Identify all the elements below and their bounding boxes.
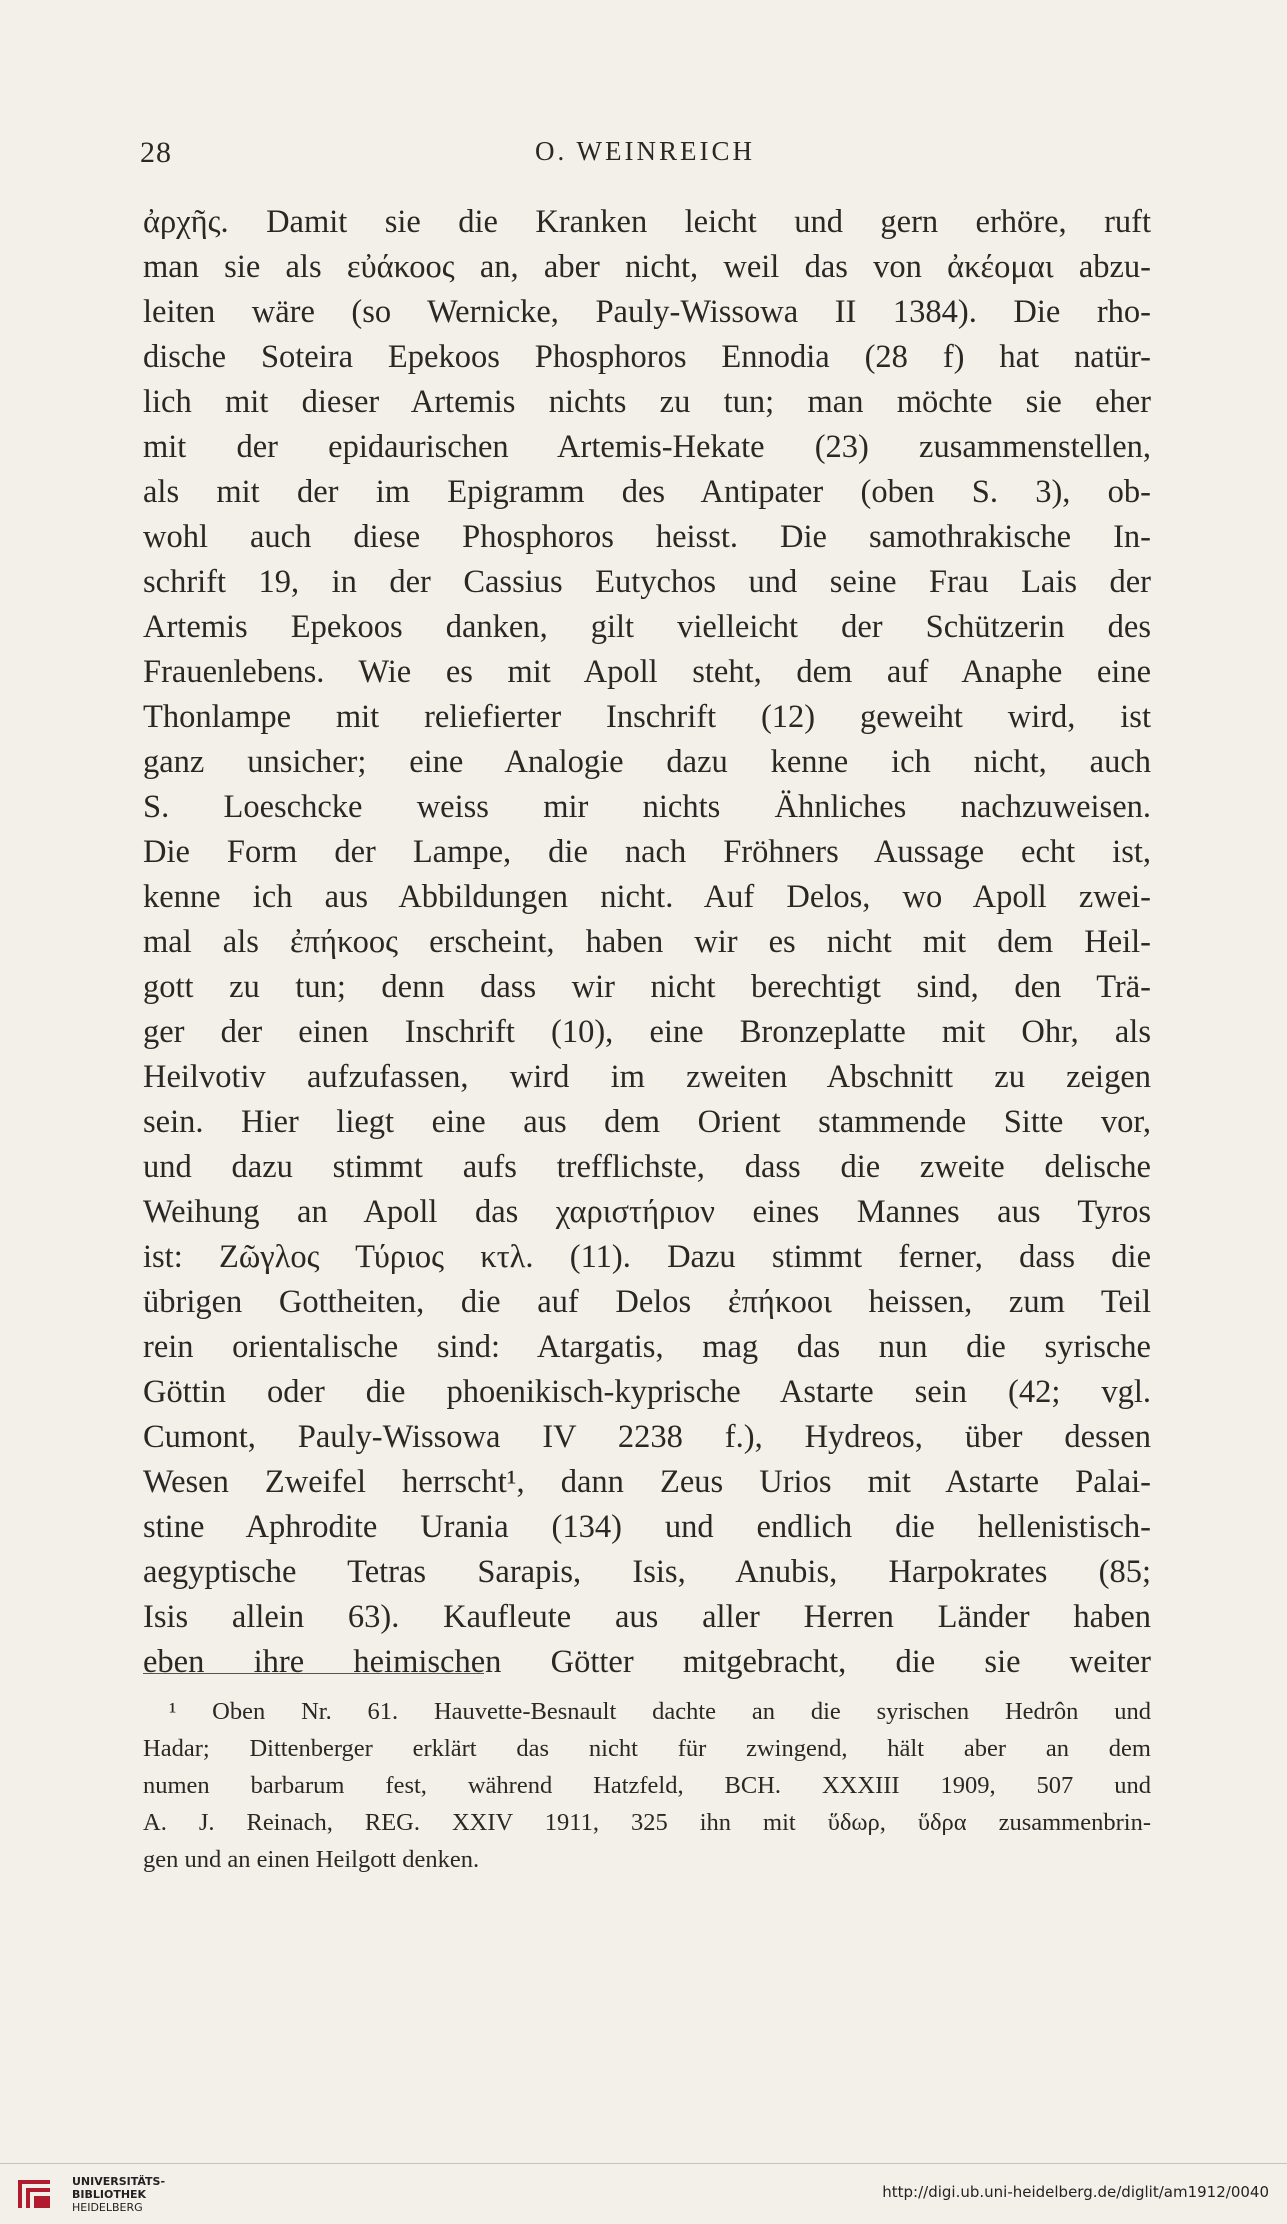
body-line: gott zu tun; denn dass wir nicht berechtigt sind, den Trä-: [143, 969, 1151, 1005]
body-line: Cumont, Pauly-Wissowa IV 2238 f.), Hydreos, über dessen: [143, 1419, 1151, 1455]
body-line: Frauenlebens. Wie es mit Apoll steht, dem auf Anaphe eine: [143, 654, 1151, 690]
footnote-line: gen und an einen Heilgott denken.: [143, 1846, 480, 1873]
body-line: ganz unsicher; eine Analogie dazu kenne ich nicht, auch: [143, 744, 1151, 780]
footnote-divider: [143, 1673, 484, 1674]
body-line: Wesen Zweifel herrscht¹, dann Zeus Urios mit Astarte Palai-: [143, 1464, 1151, 1500]
body-line: Isis allein 63). Kaufleute aus aller Herren Länder haben: [143, 1599, 1151, 1635]
body-line: wohl auch diese Phosphoros heisst. Die samothrakische In-: [143, 519, 1151, 555]
body-line: übrigen Gottheiten, die auf Delos ἐπήκοοι heissen, zum Teil: [143, 1284, 1151, 1320]
body-text: [143, 200, 1151, 1685]
running-head: O. WEINREICH: [535, 136, 755, 166]
library-logo[interactable]: [14, 2170, 174, 2218]
body-line: als mit der im Epigramm des Antipater (oben S. 3), ob-: [143, 474, 1151, 510]
page-header: [140, 136, 1150, 176]
body-line: ist: Ζῶγλος Τύριος κτλ. (11). Dazu stimmt ferner, dass die: [143, 1239, 1151, 1275]
body-line: ger der einen Inschrift (10), eine Bronzeplatte mit Ohr, als: [143, 1014, 1151, 1050]
body-line: und dazu stimmt aufs trefflichste, dass die zweite delische: [143, 1149, 1151, 1185]
body-line: sein. Hier liegt eine aus dem Orient stammende Sitte vor,: [143, 1104, 1151, 1140]
footer-divider: [0, 2163, 1287, 2164]
body-line: Artemis Epekoos danken, gilt vielleicht der Schützerin des: [143, 609, 1151, 645]
body-line: Heilvotiv aufzufassen, wird im zweiten Abschnitt zu zeigen: [143, 1059, 1151, 1095]
body-line: eben ihre heimischen Götter mitgebracht, die sie weiter: [143, 1644, 1151, 1680]
body-line: Thonlampe mit reliefierter Inschrift (12) geweiht wird, ist: [143, 699, 1151, 735]
body-line: ἀρχῆς. Damit sie die Kranken leicht und gern erhöre, ruft: [143, 204, 1151, 240]
source-url-link[interactable]: http://digi.ub.uni-heidelberg.de/diglit/am1912/0040: [882, 2183, 1269, 2201]
body-line: leiten wäre (so Wernicke, Pauly-Wissowa II 1384). Die rho-: [143, 294, 1151, 330]
body-line: aegyptische Tetras Sarapis, Isis, Anubis, Harpokrates (85;: [143, 1554, 1151, 1590]
body-line: schrift 19, in der Cassius Eutychos und seine Frau Lais der: [143, 564, 1151, 600]
body-line: lich mit dieser Artemis nichts zu tun; man möchte sie eher: [143, 384, 1151, 420]
logo-line: UNIVERSITÄTS-: [72, 2175, 166, 2188]
body-line: dische Soteira Epekoos Phosphoros Ennodia (28 f) hat natür-: [143, 339, 1151, 375]
body-line: Die Form der Lampe, die nach Fröhners Aussage echt ist,: [143, 834, 1151, 870]
footnote-line: ¹ Oben Nr. 61. Hauvette-Besnault dachte an die syrischen Hedrôn und: [169, 1698, 1151, 1725]
body-line: mit der epidaurischen Artemis-Hekate (23) zusammenstellen,: [143, 429, 1151, 465]
footnote-line: A. J. Reinach, REG. XXIV 1911, 325 ihn mit ὕδωρ, ὕδρα zusammenbrin-: [143, 1809, 1151, 1836]
logo-line: HEIDELBERG: [72, 2201, 143, 2214]
body-line: man sie als εὐάκοος an, aber nicht, weil das von ἀκέομαι abzu-: [143, 249, 1151, 285]
library-logo-text: [72, 2175, 165, 2214]
library-logo-icon: [14, 2174, 54, 2214]
logo-line: BIBLIOTHEK: [72, 2188, 147, 2201]
footnotes: [143, 1693, 1151, 1878]
footnote-line: Hadar; Dittenberger erklärt das nicht für zwingend, hält aber an dem: [143, 1735, 1151, 1762]
body-line: kenne ich aus Abbildungen nicht. Auf Delos, wo Apoll zwei-: [143, 879, 1151, 915]
body-line: Göttin oder die phoenikisch-kyprische Astarte sein (42; vgl.: [143, 1374, 1151, 1410]
body-line: S. Loeschcke weiss mir nichts Ähnliches nachzuweisen.: [143, 789, 1151, 825]
page-number: 28: [140, 136, 172, 169]
footnote-line: numen barbarum fest, während Hatzfeld, BCH. XXXIII 1909, 507 und: [143, 1772, 1151, 1799]
body-line: stine Aphrodite Urania (134) und endlich die hellenistisch-: [143, 1509, 1151, 1545]
body-line: rein orientalische sind: Atargatis, mag das nun die syrische: [143, 1329, 1151, 1365]
body-line: Weihung an Apoll das χαριστήριον eines Mannes aus Tyros: [143, 1194, 1151, 1230]
body-line: mal als ἐπήκοος erscheint, haben wir es nicht mit dem Heil-: [143, 924, 1151, 960]
